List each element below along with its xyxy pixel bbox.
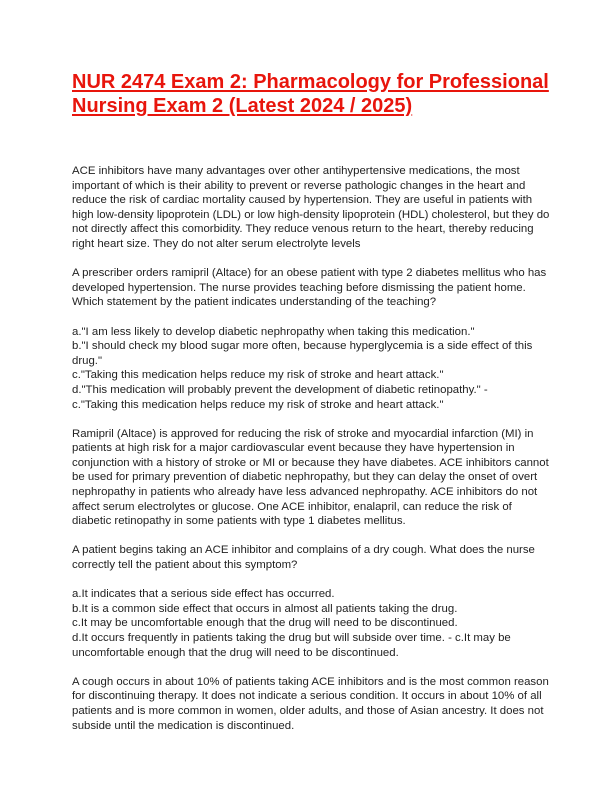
title-line-1: NUR 2474 Exam 2: Pharmacology for Professional	[72, 71, 549, 93]
question-2-option-b: b.It is a common side effect that occurs in almost all patients taking the drug.	[72, 602, 458, 615]
question-1-option-d: d."This medication will probably prevent the development of diabetic retinopathy." -	[72, 383, 488, 396]
question-2: A patient begins taking an ACE inhibitor and complains of a dry cough. What does the nurse correctly tell the patient about this symptom?	[72, 544, 535, 572]
rationale-2: A cough occurs in about 10% of patients taking ACE inhibitors and is the most common reason for discontinuing therapy. It does not indicate a serious condition. It occurs in about 10% of all patients and is more common in women, older adults, and those of Asian ancestry. It does not subside until the medication is discontinued.	[72, 675, 549, 732]
rationale-1: Ramipril (Altace) is approved for reducing the risk of stroke and myocardial infarction (MI) in patients at high risk for a major cardiovascular event because they have hypertension in conjunction with a history of stroke or MI or because they have diabetes. ACE inhibitors cannot be used for primary prevention of diabetic nephropathy, but they can delay the onset of overt nephropathy in patients who already have less advanced nephropathy. ACE inhibitors do not affect serum electrolytes or glucose. One ACE inhibitor, enalapril, can reduce the risk of diabetic retinopathy in some patients with type 1 diabetes mellitus.	[72, 427, 549, 528]
title-line-2: Nursing Exam 2 (Latest 2024 / 2025)	[72, 95, 413, 117]
intro-paragraph: ACE inhibitors have many advantages over other antihypertensive medications, the most important of which is their ability to prevent or reverse pathologic changes in the heart and reduce the risk of cardiac mortality caused by hypertension. They are useful in patients with high low-density lipoprotein (LDL) or low high-density lipoprotein (HDL) cholesterol, but they do not directly affect this comorbidity. They reduce venous return to the heart, thereby reducing right heart size. They do not alter serum electrolyte levels	[72, 165, 550, 250]
document-title	[72, 70, 550, 118]
document-body	[72, 164, 550, 733]
question-2-options	[72, 587, 550, 660]
question-2-option-d-and-answer: d.It occurs frequently in patients taking the drug but will subside over time. - c.It may be uncomfortable enough that the drug will need to be discontinued.	[72, 632, 511, 659]
question-2-option-a: a.It indicates that a serious side effect has occurred.	[72, 588, 335, 601]
question-1-option-a: a."I am less likely to develop diabetic nephropathy when taking this medication."	[72, 325, 475, 338]
question-2-option-c: c.It may be uncomfortable enough that the drug will need to be discontinued.	[72, 617, 458, 630]
question-1: A prescriber orders ramipril (Altace) for an obese patient with type 2 diabetes mellitus who has developed hypertension. The nurse provides teaching before dismissing the patient home. Which statement by the patient indicates understanding of the teaching?	[72, 267, 547, 309]
question-1-options	[72, 325, 550, 413]
question-1-option-b: b."I should check my blood sugar more often, because hyperglycemia is a side effect of this drug."	[72, 340, 533, 367]
question-1-option-c: c."Taking this medication helps reduce my risk of stroke and heart attack."	[72, 369, 444, 382]
question-1-answer: c."Taking this medication helps reduce my risk of stroke and heart attack."	[72, 398, 444, 411]
